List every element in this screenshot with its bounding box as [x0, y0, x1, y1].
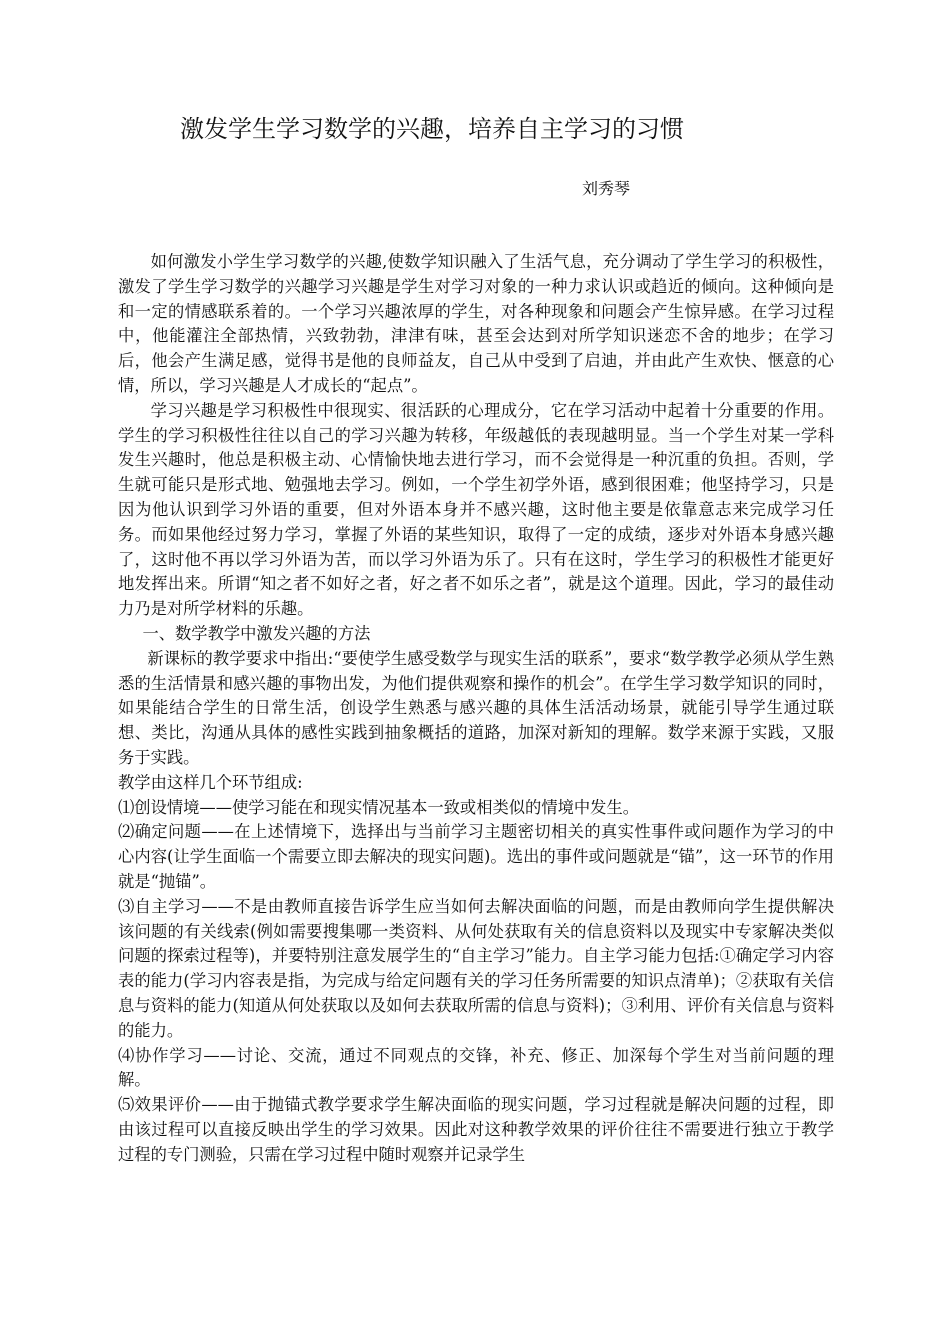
- document-body: [118, 250, 834, 1167]
- document-title: 激发学生学习数学的兴趣，培养自主学习的习惯: [180, 115, 684, 143]
- list-item-step-5: ⑸效果评价——由于抛锚式教学要求学生解决面临的现实问题，学习过程就是解决问题的过程，即由该过程可以直接反映出学生的学习效果。因此对这种教学效果的评价往往不需要进行独立于教学过程的专门测验，只需在学习过程中随时观察并记录学生: [118, 1095, 834, 1164]
- section-heading: 一、数学教学中激发兴趣的方法: [142, 623, 371, 643]
- author-name: 刘秀琴: [582, 179, 631, 198]
- paragraph-curriculum: 新课标的教学要求中指出:“要使学生感受数学与现实生活的联系”，要求“数学教学必须从学生熟悉的生活情景和感兴趣的事物出发，为他们提供观察和操作的机会”。在学生学习数学知识的同时，如果能结合学生的日常生活，创设学生熟悉与感兴趣的具体生活活动场景，就能引导学生通过联想、类比，沟通从具体的感性实践到抽象概括的道路，加深对新知的理解。数学来源于实践，又服务于实践。: [118, 648, 834, 767]
- paragraph-intro: 如何激发小学生学习数学的兴趣,使数学知识融入了生活气息，充分调动了学生学习的积极性，激发了学生学习数学的兴趣学习兴趣是学生对学习对象的一种力求认识或趋近的倾向。这种倾向是和一定的情感联系着的。一个学习兴趣浓厚的学生，对各种现象和问题会产生惊异感。在学习过程中，他能灌注全部热情，兴致勃勃，津津有味，甚至会达到对所学知识迷恋不舍的地步；在学习后，他会产生满足感，觉得书是他的良师益友，自己从中受到了启迪，并由此产生欢快、惬意的心情，所以，学习兴趣是人才成长的“起点”。: [118, 252, 834, 395]
- paragraph-steps-intro: 教学由这样几个环节组成:: [118, 772, 303, 792]
- list-item-step-2: ⑵确定问题——在上述情境下，选择出与当前学习主题密切相关的真实性事件或问题作为学习的中心内容(让学生面临一个需要立即去解决的现实问题)。选出的事件或问题就是“锚”，这一环节的作用就是“抛锚”。: [118, 822, 834, 891]
- list-item-step-3: ⑶自主学习——不是由教师直接告诉学生应当如何去解决面临的问题，而是由教师向学生提供解决该问题的有关线索(例如需要搜集哪一类资料、从何处获取有关的信息资料以及现实中专家解决类似问题的探索过程等)，并要特别注意发展学生的“自主学习”能力。自主学习能力包括:①确定学习内容表的能力(学习内容表是指，为完成与给定问题有关的学习任务所需要的知识点清单)；②获取有关信息与资料的能力(知道从何处获取以及如何去获取所需的信息与资料)；③利用、评价有关信息与资料的能力。: [118, 896, 834, 1040]
- list-item-step-4: ⑷协作学习——讨论、交流，通过不同观点的交锋，补充、修正、加深每个学生对当前问题的理解。: [118, 1045, 834, 1090]
- list-item-step-1: ⑴创设情境——使学习能在和现实情况基本一致或相类似的情境中发生。: [118, 797, 640, 817]
- paragraph-interest: 学习兴趣是学习积极性中很现实、很活跃的心理成分，它在学习活动中起着十分重要的作用。学生的学习积极性往往以自己的学习兴趣为转移，年级越低的表现越明显。当一个学生对某一学科发生兴趣时，他总是积极主动、心情愉快地去进行学习，而不会觉得是一种沉重的负担。否则，学生就可能只是形式地、勉强地去学习。例如，一个学生初学外语，感到很困难；他坚持学习，只是因为他认识到学习外语的重要，但对外语本身并不感兴趣，这时他主要是依靠意志来完成学习任务。而如果他经过努力学习，掌握了外语的某些知识，取得了一定的成绩，逐步对外语本身感兴趣了，这时他不再以学习外语为苦，而以学习外语为乐了。只有在这时，学生学习的积极性才能更好地发挥出来。所谓“知之者不如好之者，好之者不如乐之者”，就是这个道理。因此，学习的最佳动力乃是对所学材料的乐趣。: [118, 400, 834, 619]
